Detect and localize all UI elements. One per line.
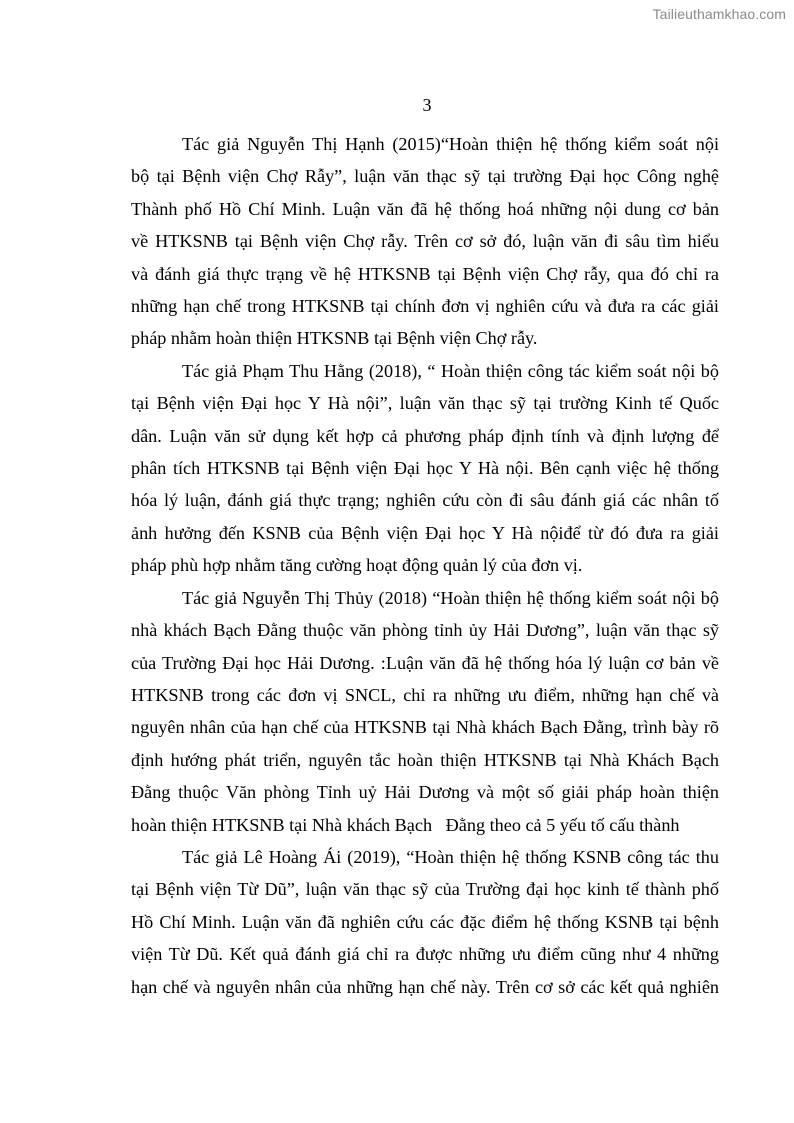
text-line: phân tích HTKSNB tại Bệnh viện Đại học Y Hà nội. Bên cạnh việc hệ thống — [131, 458, 719, 479]
text-line: hạn chế và nguyên nhân của những hạn chế này. Trên cơ sở các kết quả nghiên — [131, 976, 719, 997]
text-line: Thành phố Hồ Chí Minh. Luận văn đã hệ thống hoá những nội dung cơ bản — [131, 198, 719, 219]
text-line: hóa lý luận, đánh giá thực trạng; nghiên cứu còn đi sâu đánh giá các nhân tố — [131, 490, 719, 511]
paragraph-4 — [131, 841, 719, 1003]
text-line: Tác giả Nguyễn Thị Hạnh (2015)“Hoàn thiện hệ thống kiểm soát nội — [182, 134, 719, 154]
watermark-text: Tailieuthamkhao.com — [652, 6, 786, 22]
text-line: Tác giả Lê Hoàng Ái (2019), “Hoàn thiện hệ thống KSNB công tác thu — [182, 846, 719, 867]
text-line: nhà khách Bạch Đằng thuộc văn phòng tỉnh ủy Hải Dương”, luận văn thạc sỹ — [131, 620, 719, 641]
text-line: tại Bệnh viện Đại học Y Hà nội”, luận văn thạc sỹ tại trường Kinh tế Quốc — [131, 393, 719, 414]
text-line: pháp phù hợp nhằm tăng cường hoạt động quản lý của đơn vị. — [131, 555, 583, 576]
text-line: Tác giả Phạm Thu Hằng (2018), “ Hoàn thiện công tác kiểm soát nội bộ — [182, 360, 719, 381]
text-line: dân. Luận văn sử dụng kết hợp cả phương pháp định tính và định lượng để — [131, 425, 719, 446]
document-body — [131, 128, 719, 1003]
text-line: bộ tại Bệnh viện Chợ Rẫy”, luận văn thạc sỹ tại trường Đại học Công nghệ — [131, 166, 719, 187]
text-line: viện Từ Dũ. Kết quả đánh giá chỉ ra được những ưu điểm cũng như 4 những — [131, 944, 719, 965]
text-line: định hướng phát triển, nguyên tắc hoàn thiện HTKSNB tại Nhà Khách Bạch — [131, 749, 719, 770]
text-line: Hồ Chí Minh. Luận văn đã nghiên cứu các đặc điểm hệ thống KSNB tại bệnh — [131, 911, 719, 932]
text-line: Tác giả Nguyễn Thị Thủy (2018) “Hoàn thiện hệ thống kiểm soát nội bộ — [182, 587, 719, 608]
text-line: nguyên nhân của hạn chế của HTKSNB tại Nhà khách Bạch Đằng, trình bày rõ — [131, 717, 719, 738]
text-line: HTKSNB trong các đơn vị SNCL, chỉ ra những ưu điểm, những hạn chế và — [131, 684, 719, 705]
paragraph-3 — [131, 582, 719, 841]
text-line: những hạn chế trong HTKSNB tại chính đơn vị nghiên cứu và đưa ra các giải — [131, 296, 719, 317]
text-line: về HTKSNB tại Bệnh viện Chợ rẫy. Trên cơ sở đó, luận văn đi sâu tìm hiểu — [131, 231, 719, 252]
text-line: và đánh giá thực trạng về hệ HTKSNB tại Bệnh viện Chợ rẫy, qua đó chỉ ra — [131, 263, 719, 284]
text-line: tại Bệnh viện Từ Dũ”, luận văn thạc sỹ của Trường đại học kinh tế thành phố — [131, 879, 719, 900]
text-line: pháp nhằm hoàn thiện HTKSNB tại Bệnh viện Chợ rẫy. — [131, 328, 538, 349]
paragraph-2 — [131, 355, 719, 582]
text-line: Đằng thuộc Văn phòng Tỉnh uỷ Hải Dương và một số giải pháp hoàn thiện — [131, 782, 719, 803]
page-number: 3 — [422, 95, 432, 115]
text-line: hoàn thiện HTKSNB tại Nhà khách Bạch Đằng theo cả 5 yếu tố cấu thành — [131, 814, 680, 835]
text-line: của Trường Đại học Hải Dương. :Luận văn đã hệ thống hóa lý luận cơ bản về — [131, 652, 719, 673]
paragraph-1 — [131, 128, 719, 355]
text-line: ảnh hưởng đến KSNB của Bệnh viện Đại học Y Hà nộiđể từ đó đưa ra giải — [131, 522, 719, 543]
